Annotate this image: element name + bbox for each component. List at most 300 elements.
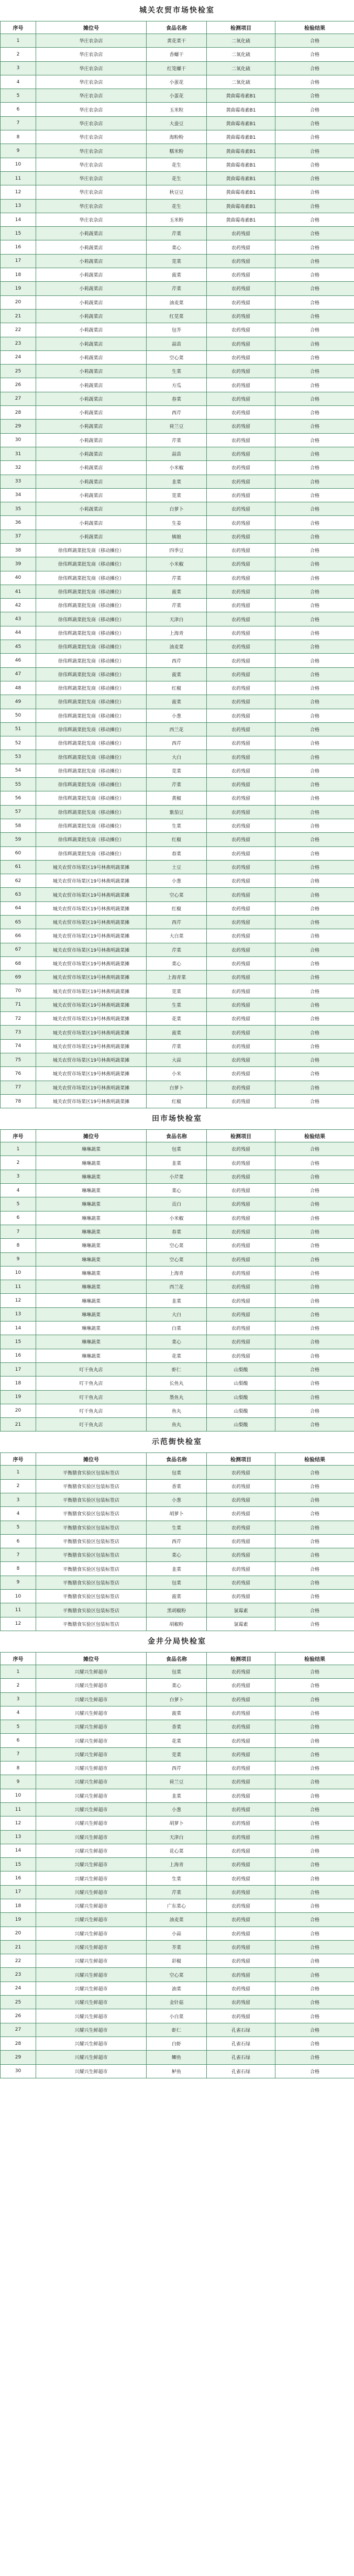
col-index: 33 <box>1 475 36 488</box>
col-result: 合格 <box>275 158 354 171</box>
table-row <box>1 764 354 777</box>
col-food: 油菜 <box>147 1981 207 1995</box>
table-row <box>1 2009 354 2023</box>
col-test-item: 农药残留 <box>207 1493 275 1506</box>
col-test-item: 农药残留 <box>207 1802 275 1816</box>
col-index: 76 <box>1 1067 36 1081</box>
col-index: 57 <box>1 805 36 819</box>
col-stall: 兴耀兴生鲜超市 <box>36 1720 147 1734</box>
col-result: 合格 <box>275 956 354 970</box>
col-index: 23 <box>1 337 36 350</box>
col-index: 14 <box>1 213 36 226</box>
col-food: 虾仁 <box>147 2023 207 2036</box>
col-food: 包菜 <box>147 1466 207 1479</box>
col-food: 红椒 <box>147 1094 207 1108</box>
col-result: 合格 <box>275 48 354 61</box>
col-index: 12 <box>1 1817 36 1830</box>
col-index: 55 <box>1 778 36 791</box>
col-test-item: 农药残留 <box>207 323 275 337</box>
col-food: 方瓜 <box>147 378 207 392</box>
table-row <box>1 1294 354 1307</box>
col-result: 合格 <box>275 750 354 764</box>
col-food: 大白 <box>147 750 207 764</box>
table-row <box>1 1239 354 1252</box>
col-stall: 琳琳蔬菜 <box>36 1307 147 1321</box>
col-food: 荷兰豆 <box>147 1775 207 1789</box>
table-row <box>1 34 354 48</box>
col-test-item: 农药残留 <box>207 1053 275 1066</box>
col-test-item: 农药残留 <box>207 778 275 791</box>
col-stall: 兴耀兴生鲜超市 <box>36 1734 147 1747</box>
col-result: 合格 <box>275 1211 354 1225</box>
col-test-item: 农药残留 <box>207 1142 275 1156</box>
col-stall: 小莉蔬菜店 <box>36 268 147 282</box>
col-index: 38 <box>1 543 36 557</box>
col-food: 生菜 <box>147 1872 207 1885</box>
col-result: 合格 <box>275 640 354 654</box>
col-result: 合格 <box>275 1720 354 1734</box>
col-result: 合格 <box>275 543 354 557</box>
header-col-stall: 摊位号 <box>36 1652 147 1665</box>
col-index: 12 <box>1 1294 36 1307</box>
col-food: 上海青 <box>147 1858 207 1872</box>
col-test-item: 黄曲霉毒素B1 <box>207 144 275 158</box>
col-result: 合格 <box>275 998 354 1011</box>
col-index: 69 <box>1 971 36 984</box>
col-stall: 徐伟辉蔬菜批发商（移动摊位） <box>36 543 147 557</box>
col-test-item: 农药残留 <box>207 475 275 488</box>
table-row <box>1 378 354 392</box>
col-food: 生菜 <box>147 819 207 832</box>
col-stall: 城关农贸市场菜区19号林燕明蔬菜摊 <box>36 1039 147 1053</box>
table-row <box>1 1377 354 1390</box>
col-index: 77 <box>1 1081 36 1094</box>
inspection-table <box>0 1452 354 1631</box>
col-food: 菜心 <box>147 1679 207 1692</box>
col-result: 合格 <box>275 130 354 144</box>
col-result: 合格 <box>275 461 354 475</box>
col-stall: 兴耀兴生鲜超市 <box>36 1968 147 1981</box>
col-stall: 平衡膳食实验区包装标签店 <box>36 1562 147 1576</box>
col-stall: 小莉蔬菜店 <box>36 365 147 378</box>
col-stall: 小莉蔬菜店 <box>36 502 147 516</box>
col-stall: 兴耀兴生鲜超市 <box>36 2009 147 2023</box>
table-row <box>1 1211 354 1225</box>
col-index: 71 <box>1 998 36 1011</box>
col-result: 合格 <box>275 833 354 846</box>
col-result: 合格 <box>275 378 354 392</box>
col-test-item: 氯霉素 <box>207 1603 275 1617</box>
table-row <box>1 1479 354 1493</box>
col-food: 糯米粉 <box>147 144 207 158</box>
table-row <box>1 971 354 984</box>
col-stall: 兴耀兴生鲜超市 <box>36 1872 147 1885</box>
col-test-item: 孔雀石绿 <box>207 2023 275 2036</box>
col-result: 合格 <box>275 34 354 48</box>
col-food: 芹菜 <box>147 1039 207 1053</box>
col-index: 13 <box>1 199 36 213</box>
col-result: 合格 <box>275 1335 354 1349</box>
col-result: 合格 <box>275 1789 354 1802</box>
col-result: 合格 <box>275 2051 354 2064</box>
col-food: 虾仁 <box>147 1362 207 1376</box>
col-result: 合格 <box>275 1562 354 1576</box>
col-result: 合格 <box>275 240 354 254</box>
col-food: 鱼丸 <box>147 1418 207 1432</box>
table-row <box>1 240 354 254</box>
col-result: 合格 <box>275 1493 354 1506</box>
col-index: 30 <box>1 2064 36 2078</box>
col-food: 花生 <box>147 158 207 171</box>
table-row <box>1 1493 354 1506</box>
col-stall: 平衡膳食实验区包装标签店 <box>36 1534 147 1548</box>
col-test-item: 农药残留 <box>207 461 275 475</box>
table-row <box>1 1067 354 1081</box>
col-food: 西兰花 <box>147 1280 207 1294</box>
col-stall: 平衡膳食实验区包装标签店 <box>36 1521 147 1534</box>
col-stall: 城关农贸市场菜区19号林燕明蔬菜摊 <box>36 1026 147 1039</box>
col-stall: 平衡膳食实验区包装标签店 <box>36 1507 147 1521</box>
col-index: 9 <box>1 1252 36 1266</box>
col-result: 合格 <box>275 1899 354 1913</box>
col-index: 30 <box>1 433 36 447</box>
col-test-item: 农药残留 <box>207 943 275 956</box>
col-stall: 华庄农杂店 <box>36 34 147 48</box>
col-result: 合格 <box>275 365 354 378</box>
col-stall: 平衡膳食实验区包装标签店 <box>36 1590 147 1603</box>
col-result: 合格 <box>275 1665 354 1678</box>
col-stall: 兴耀兴生鲜超市 <box>36 1844 147 1857</box>
col-result: 合格 <box>275 557 354 571</box>
col-stall: 琳琳蔬菜 <box>36 1225 147 1238</box>
col-test-item: 农药残留 <box>207 626 275 640</box>
col-test-item: 农药残留 <box>207 1039 275 1053</box>
col-index: 66 <box>1 929 36 943</box>
col-result: 合格 <box>275 874 354 888</box>
col-index: 15 <box>1 1858 36 1872</box>
col-stall: 叮干鱼丸店 <box>36 1377 147 1390</box>
col-test-item: 氯霉素 <box>207 1617 275 1631</box>
col-result: 合格 <box>275 213 354 226</box>
col-test-item: 农药残留 <box>207 1762 275 1775</box>
col-stall: 平衡膳食实验区包装标签店 <box>36 1493 147 1506</box>
col-stall: 小莉蔬菜店 <box>36 392 147 405</box>
col-food: 芹菜 <box>147 571 207 585</box>
header-col-stall: 摊位号 <box>36 1130 147 1142</box>
col-index: 63 <box>1 888 36 901</box>
col-test-item: 农药残留 <box>207 1211 275 1225</box>
col-stall: 城关农贸市场菜区19号林燕明蔬菜摊 <box>36 901 147 915</box>
col-test-item: 农药残留 <box>207 1184 275 1197</box>
col-result: 合格 <box>275 819 354 832</box>
col-food: 香螺干 <box>147 48 207 61</box>
col-index: 48 <box>1 681 36 695</box>
col-index: 9 <box>1 1576 36 1589</box>
col-result: 合格 <box>275 2036 354 2050</box>
col-index: 10 <box>1 1590 36 1603</box>
col-index: 36 <box>1 516 36 530</box>
col-result: 合格 <box>275 1996 354 2009</box>
section-title: 城关农贸市场快检室 <box>139 6 215 15</box>
table-row <box>1 543 354 557</box>
table-row <box>1 888 354 901</box>
col-index: 3 <box>1 1170 36 1183</box>
col-index: 3 <box>1 1692 36 1706</box>
col-stall: 徐伟辉蔬菜批发商（移动摊位） <box>36 764 147 777</box>
col-result: 合格 <box>275 392 354 405</box>
col-result: 合格 <box>275 406 354 420</box>
table-row <box>1 488 354 502</box>
col-test-item: 农药残留 <box>207 516 275 530</box>
col-index: 21 <box>1 1418 36 1432</box>
col-result: 合格 <box>275 171 354 185</box>
table-row <box>1 103 354 116</box>
col-index: 73 <box>1 1026 36 1039</box>
col-food: 红苋菜 <box>147 309 207 323</box>
col-test-item: 黄曲霉毒素B1 <box>207 185 275 199</box>
table-row <box>1 805 354 819</box>
col-food: 黑胡椒粉 <box>147 1603 207 1617</box>
col-result: 合格 <box>275 971 354 984</box>
col-stall: 琳琳蔬菜 <box>36 1197 147 1211</box>
col-result: 合格 <box>275 654 354 667</box>
col-index: 64 <box>1 901 36 915</box>
header-col-result: 检验结果 <box>275 21 354 34</box>
col-test-item: 农药残留 <box>207 447 275 460</box>
col-test-item: 农药残留 <box>207 901 275 915</box>
col-index: 70 <box>1 984 36 998</box>
col-food: 上海青 <box>147 626 207 640</box>
col-result: 合格 <box>275 2064 354 2078</box>
col-index: 27 <box>1 2023 36 2036</box>
col-stall: 小莉蔬菜店 <box>36 337 147 350</box>
col-result: 合格 <box>275 860 354 874</box>
table-row <box>1 695 354 709</box>
col-stall: 城关农贸市场菜区19号林燕明蔬菜摊 <box>36 929 147 943</box>
table-row <box>1 530 354 543</box>
col-stall: 兴耀兴生鲜超市 <box>36 1858 147 1872</box>
col-stall: 兴耀兴生鲜超市 <box>36 2036 147 2050</box>
col-index: 27 <box>1 392 36 405</box>
col-index: 75 <box>1 1053 36 1066</box>
col-test-item: 黄曲霉毒素B1 <box>207 103 275 116</box>
col-test-item: 山梨酸 <box>207 1418 275 1432</box>
col-test-item: 农药残留 <box>207 350 275 364</box>
col-test-item: 农药残留 <box>207 1156 275 1170</box>
col-stall: 城关农贸市场菜区19号林燕明蔬菜摊 <box>36 956 147 970</box>
table-row <box>1 2064 354 2078</box>
col-stall: 兴耀兴生鲜超市 <box>36 1940 147 1954</box>
col-stall: 小莉蔬菜店 <box>36 254 147 268</box>
col-test-item: 农药残留 <box>207 392 275 405</box>
col-test-item: 农药残留 <box>207 1885 275 1899</box>
col-food: 大白菜 <box>147 929 207 943</box>
col-result: 合格 <box>275 626 354 640</box>
col-index: 43 <box>1 612 36 626</box>
table-row <box>1 309 354 323</box>
col-index: 4 <box>1 1706 36 1720</box>
table-row <box>1 1940 354 1954</box>
col-food: 白萝卜 <box>147 1081 207 1094</box>
col-food: 芹菜 <box>147 943 207 956</box>
col-index: 47 <box>1 667 36 681</box>
col-test-item: 农药残留 <box>207 998 275 1011</box>
col-food: 韭菜 <box>147 1294 207 1307</box>
col-index: 10 <box>1 158 36 171</box>
col-food: 上海青菜 <box>147 971 207 984</box>
col-test-item: 农药残留 <box>207 309 275 323</box>
col-stall: 华庄农杂店 <box>36 185 147 199</box>
col-result: 合格 <box>275 1679 354 1692</box>
col-result: 合格 <box>275 530 354 543</box>
col-index: 1 <box>1 34 36 48</box>
col-stall: 小莉蔬菜店 <box>36 530 147 543</box>
col-test-item: 农药残留 <box>207 1706 275 1720</box>
col-result: 合格 <box>275 1968 354 1981</box>
col-index: 6 <box>1 1534 36 1548</box>
col-index: 4 <box>1 75 36 89</box>
table-row <box>1 199 354 213</box>
col-food: 鲈鱼 <box>147 2064 207 2078</box>
col-food: 西芹 <box>147 1534 207 1548</box>
col-result: 合格 <box>275 337 354 350</box>
col-result: 合格 <box>275 695 354 709</box>
table-row <box>1 901 354 915</box>
col-test-item: 农药残留 <box>207 433 275 447</box>
col-index: 24 <box>1 1981 36 1995</box>
col-test-item: 农药残留 <box>207 1927 275 1940</box>
col-index: 67 <box>1 943 36 956</box>
col-index: 20 <box>1 295 36 309</box>
col-food: 花菜 <box>147 1012 207 1026</box>
col-test-item: 农药残留 <box>207 1844 275 1857</box>
col-test-item: 农药残留 <box>207 1266 275 1280</box>
col-test-item: 农药残留 <box>207 888 275 901</box>
col-index: 2 <box>1 1156 36 1170</box>
col-result: 合格 <box>275 736 354 750</box>
table-row <box>1 1094 354 1108</box>
col-result: 合格 <box>275 1039 354 1053</box>
col-test-item: 农药残留 <box>207 916 275 929</box>
col-result: 合格 <box>275 1418 354 1432</box>
col-index: 6 <box>1 103 36 116</box>
table-row <box>1 2023 354 2036</box>
col-test-item: 农药残留 <box>207 406 275 420</box>
table-row <box>1 61 354 75</box>
table-row <box>1 984 354 998</box>
col-stall: 徐伟辉蔬菜批发商（移动摊位） <box>36 778 147 791</box>
col-stall: 小莉蔬菜店 <box>36 309 147 323</box>
header-col-result: 检验结果 <box>275 1453 354 1466</box>
col-food: 油麦菜 <box>147 1913 207 1927</box>
col-index: 37 <box>1 530 36 543</box>
col-food: 生菜 <box>147 365 207 378</box>
table-row <box>1 1225 354 1238</box>
col-index: 40 <box>1 571 36 585</box>
table-row <box>1 1913 354 1927</box>
col-test-item: 农药残留 <box>207 956 275 970</box>
col-food: 苋菜 <box>147 764 207 777</box>
col-test-item: 黄曲霉毒素B1 <box>207 158 275 171</box>
col-test-item: 农药残留 <box>207 833 275 846</box>
table-row <box>1 1679 354 1692</box>
col-index: 8 <box>1 1239 36 1252</box>
col-food: 大蚕豆 <box>147 116 207 130</box>
table-row <box>1 295 354 309</box>
col-food: 韭菜 <box>147 475 207 488</box>
col-food: 土豆 <box>147 860 207 874</box>
col-test-item: 农药残留 <box>207 530 275 543</box>
col-test-item: 二氧化硫 <box>207 34 275 48</box>
table-row <box>1 778 354 791</box>
table-row <box>1 1322 354 1335</box>
col-food: 苋菜 <box>147 254 207 268</box>
table-row <box>1 874 354 888</box>
header-col-index: 序号 <box>1 1652 36 1665</box>
col-stall: 华庄农杂店 <box>36 199 147 213</box>
col-test-item: 农药残留 <box>207 1081 275 1094</box>
col-stall: 兴耀兴生鲜超市 <box>36 1927 147 1940</box>
col-food: 白萝卜 <box>147 1692 207 1706</box>
col-index: 2 <box>1 1679 36 1692</box>
col-test-item: 黄曲霉毒素B1 <box>207 130 275 144</box>
inspection-table <box>0 21 354 1108</box>
col-result: 合格 <box>275 75 354 89</box>
table-row <box>1 791 354 805</box>
col-result: 合格 <box>275 791 354 805</box>
col-food: 蒜苗 <box>147 337 207 350</box>
col-result: 合格 <box>275 1576 354 1589</box>
table-row <box>1 323 354 337</box>
col-food: 空心菜 <box>147 1239 207 1252</box>
col-stall: 琳琳蔬菜 <box>36 1170 147 1183</box>
table-row <box>1 502 354 516</box>
col-result: 合格 <box>275 1377 354 1390</box>
col-result: 合格 <box>275 144 354 158</box>
col-result: 合格 <box>275 1252 354 1266</box>
col-index: 9 <box>1 1775 36 1789</box>
table-row <box>1 833 354 846</box>
section-title: 示范街快检室 <box>152 1438 202 1447</box>
col-stall: 华庄农杂店 <box>36 213 147 226</box>
col-test-item: 农药残留 <box>207 571 275 585</box>
table-row <box>1 516 354 530</box>
col-food: 春菜 <box>147 392 207 405</box>
col-food: 上海青 <box>147 1266 207 1280</box>
col-stall: 叮干鱼丸店 <box>36 1390 147 1404</box>
col-result: 合格 <box>275 1197 354 1211</box>
col-result: 合格 <box>275 199 354 213</box>
col-index: 10 <box>1 1789 36 1802</box>
col-food: 小米 <box>147 1067 207 1081</box>
col-food: 菜心 <box>147 1335 207 1349</box>
col-stall: 琳琳蔬菜 <box>36 1211 147 1225</box>
col-test-item: 黄曲霉毒素B1 <box>207 89 275 103</box>
col-food: 西芹 <box>147 1762 207 1775</box>
col-result: 合格 <box>275 1094 354 1108</box>
col-index: 24 <box>1 350 36 364</box>
col-index: 1 <box>1 1142 36 1156</box>
col-result: 合格 <box>275 929 354 943</box>
col-food: 四季豆 <box>147 543 207 557</box>
col-index: 72 <box>1 1012 36 1026</box>
col-food: 鲫鱼 <box>147 2051 207 2064</box>
col-stall: 小莉蔬菜店 <box>36 433 147 447</box>
table-row <box>1 406 354 420</box>
col-food: 小蛋花 <box>147 75 207 89</box>
table-row <box>1 447 354 460</box>
table-row <box>1 916 354 929</box>
